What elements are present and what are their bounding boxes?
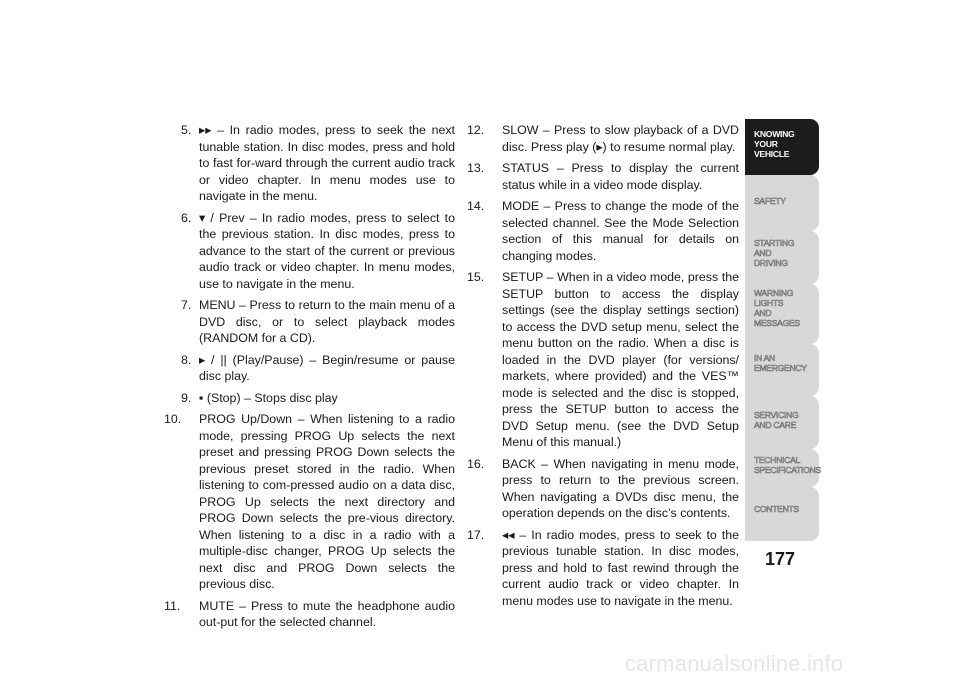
tab-label: KNOWING YOUR VEHICLE bbox=[754, 129, 795, 159]
tab-technical-specifications[interactable] bbox=[745, 449, 819, 487]
watermark: carmanualsonline.info bbox=[625, 651, 844, 676]
chapter-tabs-sidebar bbox=[745, 119, 819, 541]
tab-label: SERVICING AND CARE bbox=[754, 410, 799, 430]
list-item bbox=[467, 456, 739, 522]
item-number: 11. bbox=[164, 598, 181, 613]
item-text: MUTE – Press to mute the headphone audio out-put for the selected channel. bbox=[199, 598, 455, 629]
item-text: ▸ / || (Play/Pause) – Begin/resume or pause disc play. bbox=[199, 352, 455, 383]
tab-label: CONTENTS bbox=[754, 504, 799, 514]
tab-knowing-your-vehicle[interactable] bbox=[745, 119, 819, 175]
list-item bbox=[467, 527, 739, 610]
list-item bbox=[164, 411, 455, 593]
item-text: SLOW – Press to slow playback of a DVD disc. Press play (▸) to resume normal play. bbox=[502, 123, 739, 154]
item-number: 8. bbox=[181, 352, 192, 367]
tab-label: STARTING AND DRIVING bbox=[754, 238, 795, 268]
list-item bbox=[164, 210, 455, 293]
item-text: ▾ / Prev – In radio modes, press to select to the previous station. In disc modes, press to advance to the start of the current or previous audio track or video chapter. In menu modes, use to navigate in the menu. bbox=[199, 210, 455, 291]
left-column bbox=[164, 122, 455, 636]
list-item bbox=[164, 390, 455, 407]
item-text: ▪ (Stop) – Stops disc play bbox=[199, 390, 338, 405]
list-item bbox=[467, 269, 739, 451]
right-column bbox=[467, 122, 739, 614]
item-text: MODE – Press to change the mode of the selected channel. See the Mode Selection section of this manual for details on changing modes. bbox=[502, 199, 739, 263]
item-text: PROG Up/Down – When listening to a radio mode, pressing PROG Up selects the next preset and pressing PROG Down selects the previous preset stored in the radio. When listening to com-pressed audio on a data disc, PROG Up selects the next directory and PROG Down selects the pre-vious directory. When listening to a disc in a radio with a multiple-disc changer, PROG Up selects the next disc and PROG Down selects the previous disc. bbox=[199, 412, 455, 591]
item-text: ◂◂ – In radio modes, press to seek to the previous tunable station. In disc modes, press and hold to fast rewind through the current audio track or video chapter. In menu modes use to navigate in the menu. bbox=[502, 527, 739, 608]
tab-label: IN AN EMERGENCY bbox=[754, 353, 807, 373]
tab-in-an-emergency[interactable] bbox=[745, 344, 819, 396]
item-number: 12. bbox=[467, 123, 485, 137]
list-item bbox=[164, 122, 455, 205]
item-number: 6. bbox=[181, 210, 192, 225]
item-text: BACK – When navigating in menu mode, press to return to the previous screen. When navigating a DVDs disc menu, the operation depends on the disc’s contents. bbox=[502, 456, 739, 520]
tab-label: TECHNICAL SPECIFICATIONS bbox=[754, 455, 821, 475]
tab-starting-and-driving[interactable] bbox=[745, 231, 819, 284]
item-number: 5. bbox=[181, 123, 192, 137]
item-text: MENU – Press to return to the main menu of a DVD disc, or to select playback modes (RANDOM for a CD). bbox=[199, 298, 455, 345]
page-number: 177 bbox=[764, 549, 796, 569]
item-text: SETUP – When in a video mode, press the SETUP button to access the display settings (see the display settings section) to access the DVD setup menu, select the menu button on the radio. When a disc is loaded in the DVD player (for versions/ markets, where provided) and the VES™ mode is selected and the disc is stopped, press the SETUP button to access the DVD Setup menu. (see the DVD Setup Menu of this manual.) bbox=[502, 270, 739, 449]
item-number: 17. bbox=[467, 527, 485, 542]
tab-contents[interactable] bbox=[745, 487, 819, 541]
list-item bbox=[467, 160, 739, 193]
item-number: 7. bbox=[181, 298, 192, 312]
item-number: 9. bbox=[181, 390, 192, 405]
item-text: ▸▸ – In radio modes, press to seek the next tunable station. In disc modes, press and hold to fast for-ward through the current audio track or video chapter. In menu modes use to navigate in the menu. bbox=[199, 123, 455, 203]
item-text: STATUS – Press to display the current status while in a video mode display. bbox=[502, 161, 739, 192]
item-number: 13. bbox=[467, 161, 485, 175]
list-item bbox=[164, 598, 455, 631]
item-number: 16. bbox=[467, 456, 485, 471]
tab-label: SAFETY bbox=[754, 196, 786, 206]
list-item bbox=[467, 198, 739, 264]
item-number: 10. bbox=[164, 412, 182, 426]
item-number: 14. bbox=[467, 199, 485, 213]
item-number: 15. bbox=[467, 270, 485, 284]
tab-warning-lights-and-messages[interactable] bbox=[745, 284, 819, 344]
tab-safety[interactable] bbox=[745, 175, 819, 231]
tab-label: WARNING LIGHTS AND MESSAGES bbox=[754, 288, 800, 328]
list-item bbox=[467, 122, 739, 155]
tab-servicing-and-care[interactable] bbox=[745, 396, 819, 449]
list-item bbox=[164, 352, 455, 385]
list-item bbox=[164, 297, 455, 347]
